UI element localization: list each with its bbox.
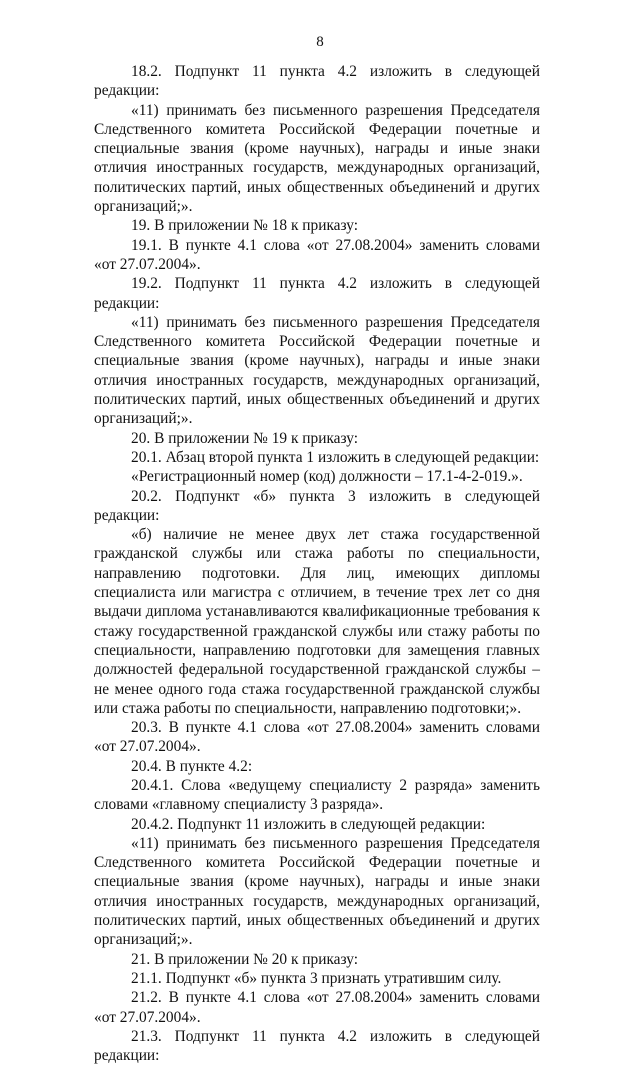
paragraph: 18.2. Подпункт 11 пункта 4.2 изложить в следующей редакции:: [94, 63, 540, 100]
paragraph: 20.4.2. Подпункт 11 изложить в следующей редакции:: [131, 815, 486, 833]
paragraph: «11) принимать без письменного разрешения Председателя Следственного комитета Российской Федерации почетные и специальные звания (кроме научных), награды и иные знаки отличия иностранных государств, международных организаций, политических партий, иных общественных объединений и других организаций;».: [94, 834, 540, 949]
document-body: [94, 62, 540, 1065]
paragraph: 20.4.1. Слова «ведущему специалисту 2 разряда» заменить словами «главному специалисту 3 разряда».: [94, 776, 540, 814]
paragraph: 21.3. Подпункт 11 пункта 4.2 изложить в следующей редакции:: [94, 1027, 540, 1065]
paragraph: «Регистрационный номер (код) должности – 17.1-4-2-019.».: [131, 468, 523, 486]
paragraph: 21.2. В пункте 4.1 слова «от 27.08.2004» заменить словами «от 27.07.2004».: [94, 989, 540, 1026]
paragraph: 20. В приложении № 19 к приказу:: [131, 429, 359, 447]
paragraph: «11) принимать без письменного разрешения Председателя Следственного комитета Российской Федерации почетные и специальные звания (кроме научных), награды и иные знаки отличия иностранных государств, международных организаций, политических партий, иных общественных объединений и других организаций;».: [94, 313, 540, 428]
paragraph: «б) наличие не менее двух лет стажа государственной гражданской службы или стажа работы по специальности, направлению подготовки. Для лиц, имеющих дипломы специалиста или магистра с отличием, в течение трех лет со дня выдачи диплома устанавливаются квалификационные требования к стажу государственной гражданской службы или стажу работы по специальности, направлению подготовки для замещения главных должностей федеральной государственной гражданской службы – не менее одного года стажа государственной гражданской службы или стажа работы по специальности, направлению подготовки;».: [94, 526, 540, 717]
paragraph: 19. В приложении № 18 к приказу:: [131, 217, 359, 235]
paragraph: 20.4. В пункте 4.2:: [131, 757, 253, 775]
paragraph: 19.2. Подпункт 11 пункта 4.2 изложить в следующей редакции:: [94, 275, 540, 312]
paragraph: 20.3. В пункте 4.1 слова «от 27.08.2004» заменить словами «от 27.07.2004».: [94, 719, 540, 756]
paragraph: 20.2. Подпункт «б» пункта 3 изложить в следующей редакции:: [94, 487, 540, 524]
paragraph: 20.1. Абзац второй пункта 1 изложить в следующей редакции:: [131, 448, 540, 466]
paragraph: «11) принимать без письменного разрешения Председателя Следственного комитета Российской Федерации почетные и специальные звания (кроме научных), награды и иные знаки отличия иностранных государств, международных организаций, политических партий, иных общественных объединений и других организаций;».: [94, 101, 540, 216]
paragraph: 21.1. Подпункт «б» пункта 3 признать утратившим силу.: [131, 969, 502, 987]
paragraph: 21. В приложении № 20 к приказу:: [131, 950, 359, 968]
page-number: 8: [316, 34, 324, 50]
paragraph: 19.1. В пункте 4.1 слова «от 27.08.2004» заменить словами «от 27.07.2004».: [94, 236, 540, 273]
